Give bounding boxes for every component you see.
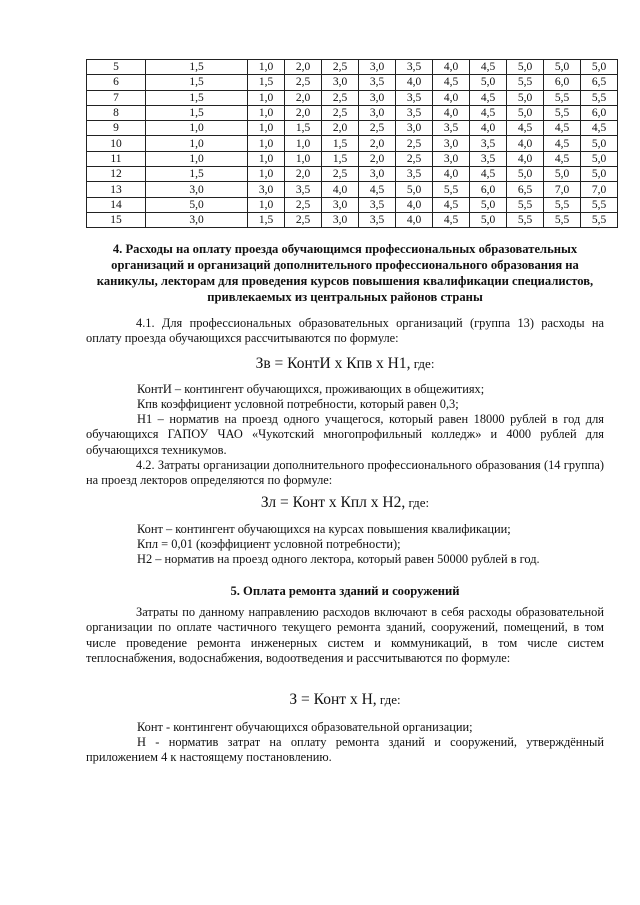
table-cell: 4,0 xyxy=(396,212,433,227)
definition-kont: Конт – контингент обучающихся на курсах повышения квалификации; xyxy=(137,522,511,536)
table-cell: 5,0 xyxy=(507,105,544,120)
table-cell: 1,5 xyxy=(248,75,285,90)
table-cell: 5,5 xyxy=(507,75,544,90)
table-cell: 5,0 xyxy=(470,75,507,90)
table-cell: 1,5 xyxy=(146,75,248,90)
formula-zv-tail: где: xyxy=(410,356,435,371)
table-cell: 1,0 xyxy=(248,151,285,166)
table-row xyxy=(87,75,618,90)
table-cell: 3,0 xyxy=(322,212,359,227)
table-cell: 4,5 xyxy=(433,212,470,227)
table-cell: 2,5 xyxy=(396,136,433,151)
table-cell: 4,0 xyxy=(507,151,544,166)
table-cell: 3,0 xyxy=(433,151,470,166)
table-cell: 3,0 xyxy=(248,182,285,197)
table-cell: 9 xyxy=(87,121,146,136)
table-cell: 4,5 xyxy=(359,182,396,197)
table-cell: 7,0 xyxy=(581,182,618,197)
definition-kpv: Кпв коэффициент условной потребности, который равен 0,3; xyxy=(137,397,459,411)
table-cell: 1,5 xyxy=(322,136,359,151)
table-cell: 4,0 xyxy=(322,182,359,197)
table-cell: 6,5 xyxy=(581,75,618,90)
table-cell: 3,0 xyxy=(146,182,248,197)
table-cell: 13 xyxy=(87,182,146,197)
table-cell: 3,0 xyxy=(359,105,396,120)
table-cell: 1,5 xyxy=(146,167,248,182)
table-cell: 2,5 xyxy=(359,121,396,136)
section-5-heading: 5. Оплата ремонта зданий и сооружений xyxy=(230,584,460,598)
table-cell: 5,5 xyxy=(544,212,581,227)
table-cell: 4,5 xyxy=(470,167,507,182)
table-row xyxy=(87,167,618,182)
table-row xyxy=(87,151,618,166)
table-cell: 6 xyxy=(87,75,146,90)
table-cell: 1,0 xyxy=(146,151,248,166)
table-cell: 1,5 xyxy=(146,105,248,120)
table-cell: 3,0 xyxy=(433,136,470,151)
table-cell: 1,0 xyxy=(248,105,285,120)
table-cell: 1,0 xyxy=(146,136,248,151)
table-cell: 2,5 xyxy=(322,167,359,182)
formula-z-tail: где: xyxy=(376,692,401,707)
table-cell: 3,0 xyxy=(396,121,433,136)
table-cell: 2,0 xyxy=(322,121,359,136)
table-cell: 2,5 xyxy=(322,105,359,120)
table-cell: 4,0 xyxy=(470,121,507,136)
definition-n1: Н1 – норматив на проезд одного учащегося, который равен 18000 рублей в год для обучающихся ГАПОУ ЧАО «Чукотский многопрофильный колледж» и 4000 рублей для обучающихся техникумов. xyxy=(86,412,604,457)
table-cell: 5,0 xyxy=(544,60,581,75)
table-cell: 4,5 xyxy=(433,75,470,90)
table-cell: 1,0 xyxy=(248,121,285,136)
table-cell: 11 xyxy=(87,151,146,166)
table-cell: 3,5 xyxy=(359,75,396,90)
table-cell: 1,0 xyxy=(248,60,285,75)
section-4-heading: 4. Расходы на оплату проезда обучающимся профессиональных образовательных организаций и организаций дополнительного профессионального образования на каникулы, лекторам для проведения курсов повышения квалификации специалистов, привлекаемых из центральных районов страны xyxy=(96,242,594,304)
table-cell: 3,0 xyxy=(322,197,359,212)
table-cell: 4,5 xyxy=(507,121,544,136)
table-cell: 5,0 xyxy=(396,182,433,197)
table-cell: 4,0 xyxy=(433,167,470,182)
paragraph-5: Затраты по данному направлению расходов включают в себя расходы образовательной организации по оплате частичного текущего ремонта зданий, сооружений, помещений, в том числе проведение ремонта инженерных систем и коммуникаций, в том числе систем теплоснабжения, водоснабжения, водоотведения и рассчитываются по формуле: xyxy=(86,605,604,666)
table-cell: 3,5 xyxy=(396,105,433,120)
table-cell: 2,5 xyxy=(285,197,322,212)
table-cell: 3,5 xyxy=(285,182,322,197)
table-cell: 3,5 xyxy=(396,90,433,105)
table-cell: 2,0 xyxy=(285,60,322,75)
table-row xyxy=(87,90,618,105)
table-cell: 3,0 xyxy=(146,212,248,227)
table-cell: 1,5 xyxy=(146,90,248,105)
table-cell: 5,5 xyxy=(581,197,618,212)
table-cell: 8 xyxy=(87,105,146,120)
table-cell: 3,5 xyxy=(396,167,433,182)
table-cell: 4,5 xyxy=(433,197,470,212)
table-cell: 3,0 xyxy=(322,75,359,90)
table-cell: 4,5 xyxy=(470,90,507,105)
table-cell: 3,0 xyxy=(359,167,396,182)
table-cell: 5,0 xyxy=(470,197,507,212)
table-cell: 4,5 xyxy=(470,60,507,75)
table-cell: 2,0 xyxy=(359,151,396,166)
table-cell: 4,5 xyxy=(544,136,581,151)
table-cell: 3,5 xyxy=(396,60,433,75)
table-cell: 1,5 xyxy=(248,212,285,227)
table-cell: 1,5 xyxy=(285,121,322,136)
table-cell: 2,0 xyxy=(285,167,322,182)
formula-z xyxy=(86,691,604,709)
formula-zv xyxy=(86,355,604,373)
table-cell: 5,0 xyxy=(581,167,618,182)
formula-zl xyxy=(86,494,604,512)
table-cell: 4,0 xyxy=(507,136,544,151)
formula-z-expr: З = Конт х Н, xyxy=(289,691,377,708)
table-cell: 3,5 xyxy=(470,151,507,166)
definition-kont-5: Конт - контингент обучающихся образовательной организации; xyxy=(137,720,473,734)
definition-n2: Н2 – норматив на проезд одного лектора, который равен 50000 рублей в год. xyxy=(137,552,540,566)
table-cell: 2,0 xyxy=(285,105,322,120)
table-cell: 5,5 xyxy=(507,212,544,227)
table-cell: 2,5 xyxy=(322,60,359,75)
table-cell: 1,0 xyxy=(285,136,322,151)
table-cell: 3,0 xyxy=(359,90,396,105)
table-row xyxy=(87,182,618,197)
table-cell: 4,5 xyxy=(544,121,581,136)
table-cell: 3,0 xyxy=(359,60,396,75)
table-cell: 5,5 xyxy=(581,90,618,105)
table-cell: 1,0 xyxy=(285,151,322,166)
table-cell: 1,0 xyxy=(248,90,285,105)
table-cell: 1,0 xyxy=(146,121,248,136)
table-cell: 3,5 xyxy=(470,136,507,151)
table-cell: 1,0 xyxy=(248,197,285,212)
table-cell: 4,0 xyxy=(396,75,433,90)
formula-zl-expr: Зл = Конт х Кпл х Н2, xyxy=(260,494,406,511)
table-cell: 5,0 xyxy=(507,60,544,75)
coefficient-table xyxy=(86,59,618,228)
table-cell: 5 xyxy=(87,60,146,75)
table-cell: 5,0 xyxy=(470,212,507,227)
formula-zv-expr: Зв = КонтИ х Кпв х Н1, xyxy=(255,355,411,372)
table-cell: 1,5 xyxy=(322,151,359,166)
table-cell: 1,0 xyxy=(248,167,285,182)
table-cell: 4,0 xyxy=(396,197,433,212)
paragraph-4-2: 4.2. Затраты организации дополнительного профессионального образования (14 группа) на проезд лекторов определяются по формуле: xyxy=(86,458,604,488)
table-cell: 4,5 xyxy=(581,121,618,136)
table-cell: 3,5 xyxy=(433,121,470,136)
table-cell: 10 xyxy=(87,136,146,151)
table-row xyxy=(87,136,618,151)
table-cell: 6,0 xyxy=(544,75,581,90)
table-cell: 5,0 xyxy=(581,136,618,151)
table-cell: 2,0 xyxy=(359,136,396,151)
definition-kpl: Кпл = 0,01 (коэффициент условной потребности); xyxy=(137,537,401,551)
table-cell: 15 xyxy=(87,212,146,227)
definition-n-5: Н - норматив затрат на оплату ремонта зданий и сооружений, утверждённый приложением 4 к настоящему постановлению. xyxy=(86,735,604,765)
table-row xyxy=(87,60,618,75)
table-cell: 5,0 xyxy=(581,151,618,166)
table-cell: 4,0 xyxy=(433,105,470,120)
table-row xyxy=(87,212,618,227)
table-cell: 3,5 xyxy=(359,197,396,212)
table-cell: 2,5 xyxy=(285,75,322,90)
table-cell: 2,0 xyxy=(285,90,322,105)
table-cell: 2,5 xyxy=(396,151,433,166)
table-cell: 2,5 xyxy=(322,90,359,105)
table-cell: 5,5 xyxy=(507,197,544,212)
table-cell: 5,5 xyxy=(544,105,581,120)
table-cell: 5,5 xyxy=(544,90,581,105)
table-cell: 4,5 xyxy=(470,105,507,120)
table-cell: 14 xyxy=(87,197,146,212)
table-row xyxy=(87,121,618,136)
table-cell: 3,5 xyxy=(359,212,396,227)
table-cell: 5,0 xyxy=(581,60,618,75)
table-cell: 6,5 xyxy=(507,182,544,197)
paragraph-4-1: 4.1. Для профессиональных образовательных организаций (группа 13) расходы на оплату проезда обучающихся рассчитываются по формуле: xyxy=(86,316,604,346)
table-cell: 6,0 xyxy=(581,105,618,120)
table-cell: 4,5 xyxy=(544,151,581,166)
table-row xyxy=(87,197,618,212)
table-cell: 12 xyxy=(87,167,146,182)
formula-zl-tail: где: xyxy=(405,495,430,510)
table-cell: 5,5 xyxy=(581,212,618,227)
definition-kontI: КонтИ – контингент обучающихся, проживающих в общежитиях; xyxy=(137,382,485,396)
table-cell: 7,0 xyxy=(544,182,581,197)
table-cell: 7 xyxy=(87,90,146,105)
table-row xyxy=(87,105,618,120)
table-cell: 2,5 xyxy=(285,212,322,227)
table-cell: 6,0 xyxy=(470,182,507,197)
table-cell: 5,5 xyxy=(433,182,470,197)
table-cell: 1,0 xyxy=(248,136,285,151)
table-cell: 4,0 xyxy=(433,90,470,105)
table-cell: 1,5 xyxy=(146,60,248,75)
table-cell: 5,5 xyxy=(544,197,581,212)
table-cell: 5,0 xyxy=(507,90,544,105)
table-cell: 4,0 xyxy=(433,60,470,75)
table-cell: 5,0 xyxy=(146,197,248,212)
table-cell: 5,0 xyxy=(507,167,544,182)
table-cell: 5,0 xyxy=(544,167,581,182)
